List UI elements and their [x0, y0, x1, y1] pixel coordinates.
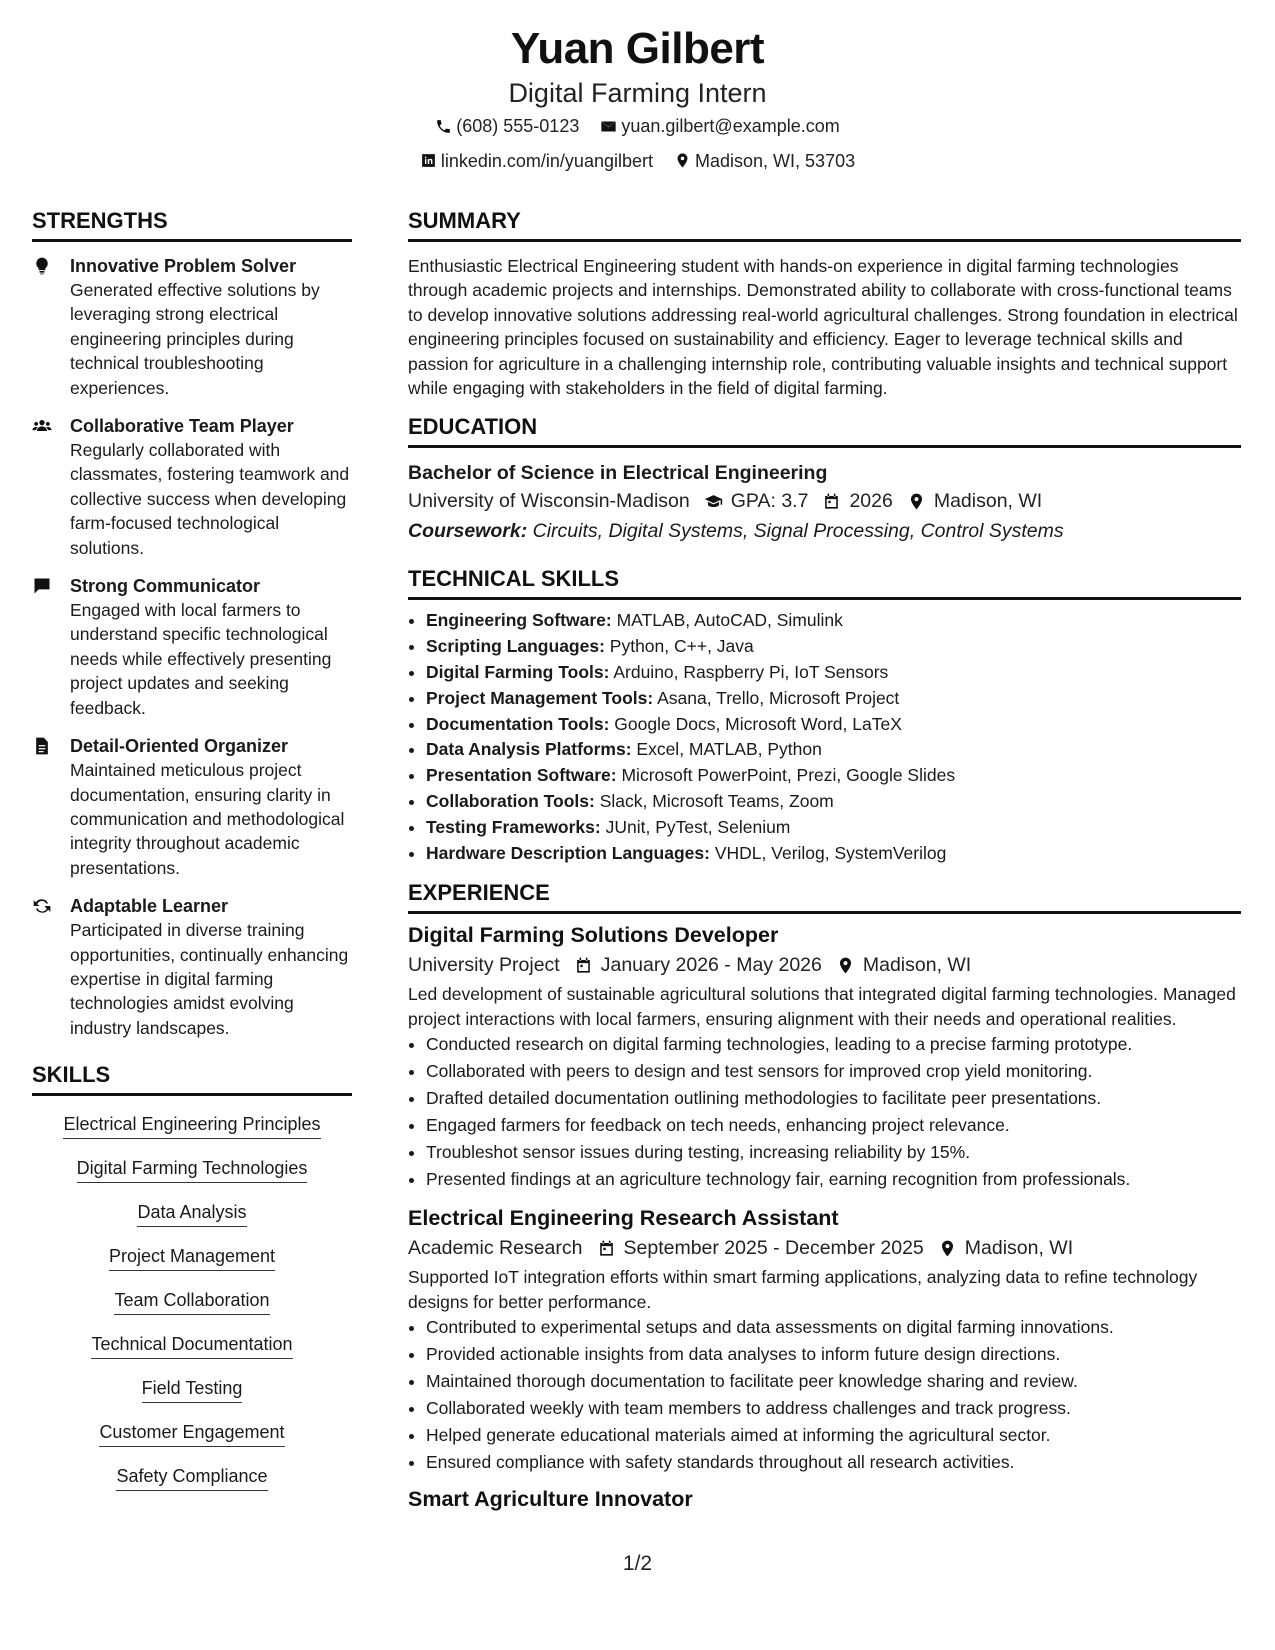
- skill-values: VHDL, Verilog, SystemVerilog: [714, 842, 947, 863]
- strength-desc: Maintained meticulous project documentation, ensuring clarity in communication and methodological integrity throughout academic presentations.: [70, 760, 345, 878]
- skills-list: [32, 1112, 352, 1508]
- job-title: Smart Agriculture Innovator: [408, 1487, 693, 1512]
- strength-title: Strong Communicator: [70, 576, 261, 597]
- skill-values: Python, C++, Java: [609, 636, 754, 657]
- skill-category: Presentation Software:: [426, 765, 617, 786]
- job-description: Supported IoT integration efforts within smart farming applications, analyzing data to refine technology designs for better performance.: [408, 1267, 1198, 1312]
- technical-skills-list: [408, 608, 1241, 866]
- list-item: • Contributed to experimental setups and data assessments on digital farming innovations.: [426, 1314, 1241, 1341]
- strength-item: [32, 734, 352, 880]
- map-pin-icon: [907, 492, 926, 511]
- skill-chip: Team Collaboration: [114, 1288, 269, 1315]
- skill-chip: Electrical Engineering Principles: [63, 1112, 320, 1139]
- job-title: Electrical Engineering Research Assistant: [408, 1206, 839, 1231]
- skill-category: Digital Farming Tools:: [426, 662, 610, 683]
- users-icon: [32, 416, 52, 436]
- candidate-name: Yuan Gilbert: [510, 24, 765, 73]
- job-location: Madison, WI: [862, 954, 972, 977]
- right-column: [408, 208, 1241, 1514]
- list-item: [426, 763, 1241, 789]
- education-meta: [408, 486, 1241, 516]
- skill-values: Asana, Trello, Microsoft Project: [657, 687, 900, 708]
- list-item: • Collaborated weekly with team members to address challenges and track progress.: [426, 1395, 1241, 1422]
- contact-row-2: [0, 145, 1275, 180]
- job-location: Madison, WI: [964, 1237, 1074, 1260]
- list-item: [426, 815, 1241, 841]
- list-item: • Provided actionable insights from data analyses to inform future design directions.: [426, 1341, 1241, 1368]
- skill-chip: Field Testing: [142, 1376, 243, 1403]
- list-item: [426, 608, 1241, 634]
- summary-heading: SUMMARY: [408, 208, 1241, 242]
- coursework-list: Circuits, Digital Systems, Signal Processing, Control Systems: [532, 520, 1064, 543]
- strength-title: Innovative Problem Solver: [70, 256, 297, 276]
- skill-category: Project Management Tools:: [426, 687, 654, 708]
- lightbulb-icon: [32, 256, 52, 276]
- skill-values: Google Docs, Microsoft Word, LaTeX: [614, 713, 902, 734]
- skill-category: Data Analysis Platforms:: [426, 739, 632, 760]
- linkedin-contact[interactable]: [420, 145, 653, 177]
- job-bullets: [408, 1031, 1241, 1193]
- job-dates: September 2025 - December 2025: [623, 1237, 924, 1260]
- calendar-icon: [574, 956, 593, 975]
- skill-chip: Technical Documentation: [91, 1332, 292, 1359]
- strength-title: Collaborative Team Player: [70, 416, 294, 437]
- grad-year: 2026: [849, 490, 893, 513]
- calendar-icon: [822, 492, 841, 511]
- job-description: Led development of sustainable agricultural solutions that integrated digital farming technologies. Managed project interactions with local farmers, ensuring alignment with their needs and operational realities.: [408, 984, 1236, 1029]
- phone-icon: [435, 118, 452, 135]
- list-item: • Helped generate educational materials aimed at informing the agricultural sector.: [426, 1422, 1241, 1449]
- list-item: • Maintained thorough documentation to facilitate peer knowledge sharing and review.: [426, 1368, 1241, 1395]
- phone-contact[interactable]: [435, 110, 579, 142]
- contact-row-1: [0, 110, 1275, 145]
- job-org: University Project: [408, 954, 560, 977]
- strength-title: Adaptable Learner: [70, 896, 229, 917]
- strengths-heading: STRENGTHS: [32, 208, 352, 242]
- strength-item: [32, 574, 352, 720]
- calendar-icon: [597, 1239, 616, 1258]
- phone-text: (608) 555-0123: [456, 116, 580, 136]
- strength-desc: Engaged with local farmers to understand specific technological needs while effectively presenting project updates and seeking feedback.: [70, 600, 332, 718]
- job-title: Digital Farming Solutions Developer: [408, 923, 779, 948]
- email-contact[interactable]: [600, 110, 839, 142]
- list-item: [426, 737, 1241, 763]
- job-dates: January 2026 - May 2026: [600, 954, 822, 977]
- left-column: [32, 208, 352, 1508]
- job-org: Academic Research: [408, 1237, 583, 1260]
- email-text: yuan.gilbert@example.com: [621, 116, 840, 136]
- skills-heading: SKILLS: [32, 1062, 352, 1096]
- school-location: Madison, WI: [933, 490, 1043, 513]
- skill-category: Documentation Tools:: [426, 713, 610, 734]
- skill-values: Microsoft PowerPoint, Prezi, Google Slides: [621, 765, 956, 786]
- skill-values: JUnit, PyTest, Selenium: [605, 816, 791, 837]
- job-meta: [408, 950, 1241, 980]
- strength-item: [32, 414, 352, 560]
- summary-text: Enthusiastic Electrical Engineering student with hands-on experience in digital farming technologies through academic projects and internships. Demonstrated ability to collaborate with cross-functional teams to develop innovative solutions addressing real-world agricultural challenges. Strong foundation in electrical engineering principles focused on sustainability and efficiency. Eager to leverage technical skills and passion for agriculture in a challenging internship role, contributing valuable insights and technical support while engaging with stakeholders in the field of digital farming.: [408, 256, 1238, 399]
- list-item: • Drafted detailed documentation outlining methodologies to facilitate peer presentations.: [426, 1085, 1241, 1112]
- job-bullets: [408, 1314, 1241, 1476]
- location-contact: [674, 145, 855, 177]
- skill-values: Arduino, Raspberry Pi, IoT Sensors: [613, 662, 889, 683]
- list-item: [426, 841, 1241, 867]
- list-item: • Presented findings at an agriculture technology fair, earning recognition from professionals.: [426, 1166, 1241, 1193]
- strength-desc: Generated effective solutions by leveraging strong electrical engineering principles during technical troubleshooting experiences.: [70, 280, 320, 398]
- linkedin-text: linkedin.com/in/yuangilbert: [440, 150, 653, 171]
- candidate-title: Digital Farming Intern: [508, 78, 767, 108]
- skill-category: Hardware Description Languages:: [426, 842, 710, 863]
- map-pin-icon: [674, 152, 691, 169]
- strength-desc: Regularly collaborated with classmates, fostering teamwork and collective success when developing farm-focused technological solutions.: [70, 440, 350, 558]
- page-number: 1/2: [622, 1552, 653, 1575]
- list-item: • Collaborated with peers to design and test sensors for improved crop yield monitoring.: [426, 1058, 1241, 1085]
- experience-heading: EXPERIENCE: [408, 880, 1241, 914]
- refresh-icon: [32, 896, 52, 916]
- list-item: • Engaged farmers for feedback on tech needs, enhancing project relevance.: [426, 1112, 1241, 1139]
- skill-category: Collaboration Tools:: [426, 791, 595, 812]
- skill-chip: Digital Farming Technologies: [77, 1156, 308, 1183]
- map-pin-icon: [836, 956, 855, 975]
- list-item: • Conducted research on digital farming technologies, leading to a precise farming prototype.: [426, 1031, 1241, 1058]
- graduation-cap-icon: [704, 492, 723, 511]
- skill-chip: Data Analysis: [137, 1200, 246, 1227]
- skill-category: Engineering Software:: [426, 610, 612, 631]
- strength-item: [32, 254, 352, 400]
- degree: Bachelor of Science in Electrical Engineering: [408, 462, 828, 485]
- education-heading: EDUCATION: [408, 414, 1241, 448]
- job-entry: [408, 920, 1241, 1193]
- skill-values: Excel, MATLAB, Python: [636, 739, 822, 760]
- resume-header: [0, 22, 1275, 179]
- map-pin-icon: [938, 1239, 957, 1258]
- gpa: GPA: 3.7: [730, 490, 809, 513]
- job-meta: [408, 1233, 1241, 1263]
- list-item: [426, 686, 1241, 712]
- skill-category: Testing Frameworks:: [426, 816, 601, 837]
- coursework: [408, 516, 1241, 546]
- list-item: [426, 660, 1241, 686]
- skill-values: Slack, Microsoft Teams, Zoom: [599, 791, 834, 812]
- location-text: Madison, WI, 53703: [695, 150, 856, 171]
- skill-chip: Project Management: [109, 1244, 275, 1271]
- job-entry: [408, 1203, 1241, 1476]
- technical-skills-heading: TECHNICAL SKILLS: [408, 566, 1241, 600]
- list-item: [426, 789, 1241, 815]
- strength-item: [32, 894, 352, 1040]
- coursework-label: Coursework:: [408, 520, 528, 543]
- skill-chip: Customer Engagement: [99, 1420, 284, 1447]
- document-icon: [32, 736, 52, 756]
- school: University of Wisconsin-Madison: [408, 490, 690, 513]
- list-item: • Ensured compliance with safety standards throughout all research activities.: [426, 1449, 1241, 1476]
- skill-values: MATLAB, AutoCAD, Simulink: [616, 610, 843, 631]
- list-item: • Troubleshot sensor issues during testing, increasing reliability by 15%.: [426, 1139, 1241, 1166]
- skill-chip: Safety Compliance: [116, 1464, 267, 1491]
- list-item: [426, 712, 1241, 738]
- comment-icon: [32, 576, 52, 596]
- strength-title: Detail-Oriented Organizer: [70, 736, 289, 757]
- linkedin-icon: [420, 152, 437, 169]
- skill-category: Scripting Languages:: [426, 636, 605, 657]
- strength-desc: Participated in diverse training opportunities, continually enhancing expertise in digital farming technologies amidst evolving industry landscapes.: [70, 920, 349, 1038]
- envelope-icon: [600, 118, 617, 135]
- list-item: [426, 634, 1241, 660]
